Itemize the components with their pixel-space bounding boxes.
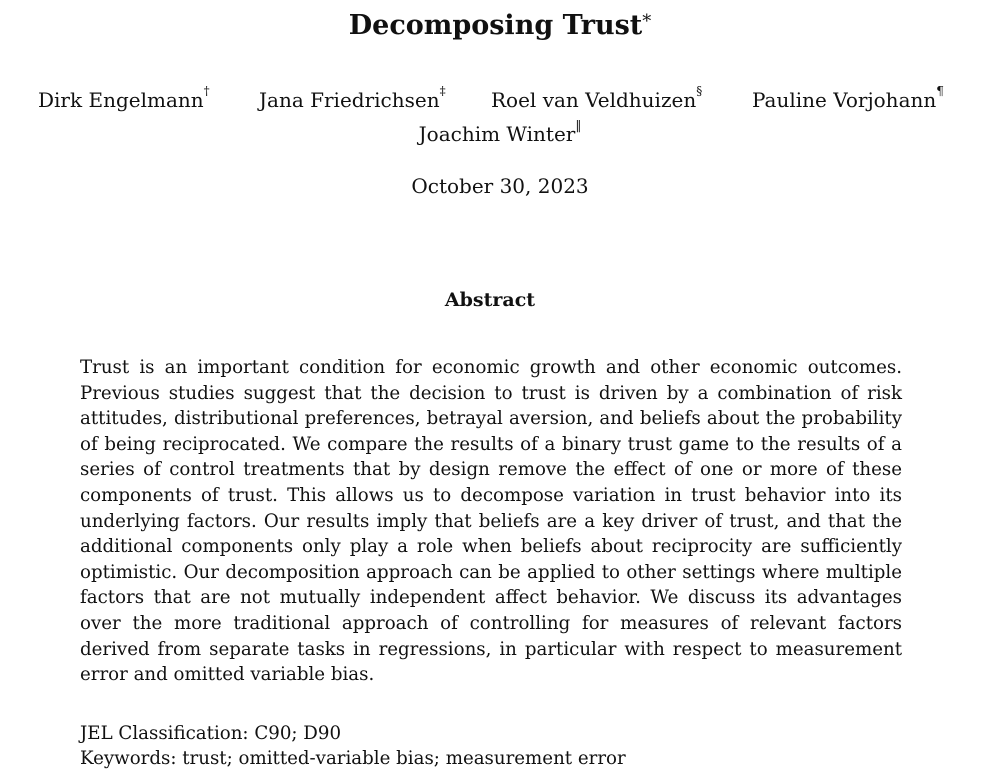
author-engelmann — [38, 84, 210, 112]
author-name: Joachim Winter — [418, 122, 576, 146]
author-vorjohann — [752, 84, 944, 112]
author-friedrichsen — [259, 84, 446, 112]
author-name: Roel van Veldhuizen — [491, 88, 697, 112]
author-name: Jana Friedrichsen — [259, 88, 440, 112]
author-footnote-mark: † — [203, 84, 210, 98]
author-footnote-mark: ¶ — [936, 84, 944, 98]
author-footnote-mark: ‡ — [439, 84, 446, 98]
paper-date: October 30, 2023 — [411, 174, 589, 198]
paper-title-text: Decomposing Trust — [348, 10, 643, 41]
author-list — [0, 84, 1000, 116]
abstract-heading: Abstract — [444, 289, 536, 311]
author-winter — [0, 118, 1000, 146]
title-footnote-mark: * — [642, 11, 652, 32]
keywords: Keywords: trust; omitted-variable bias; measurement error — [80, 748, 626, 769]
paper-title — [0, 8, 1000, 44]
author-footnote-mark: § — [696, 84, 703, 98]
author-van-veldhuizen — [491, 84, 703, 112]
author-name: Dirk Engelmann — [38, 88, 204, 112]
jel-classification: JEL Classification: C90; D90 — [80, 723, 342, 744]
abstract-text: Trust is an important condition for economic growth and other economic outcomes. Previous studies suggest that the decision to trust is driven by a combination of risk attitudes, distributional preferences, betrayal aversion, and beliefs about the probability of being reciprocated. We compare the results of a binary trust game to the results of a series of control treatments that by design remove the effect of one or more of these components of trust. This allows us to decompose variation in trust behavior into its underlying factors. Our results imply that beliefs are a key driver of trust, and that the additional components only play a role when beliefs about reciprocity are sufficiently optimistic. Our decomposition approach can be applied to other settings where multiple factors that are not mutually independent affect behavior. We discuss its advantages over the more traditional approach of controlling for measures of relevant factors derived from separate tasks in regressions, in particular with respect to measurement error and omitted variable bias. — [80, 357, 902, 686]
author-name: Pauline Vorjohann — [752, 88, 937, 112]
author-footnote-mark: ‖ — [575, 118, 582, 132]
